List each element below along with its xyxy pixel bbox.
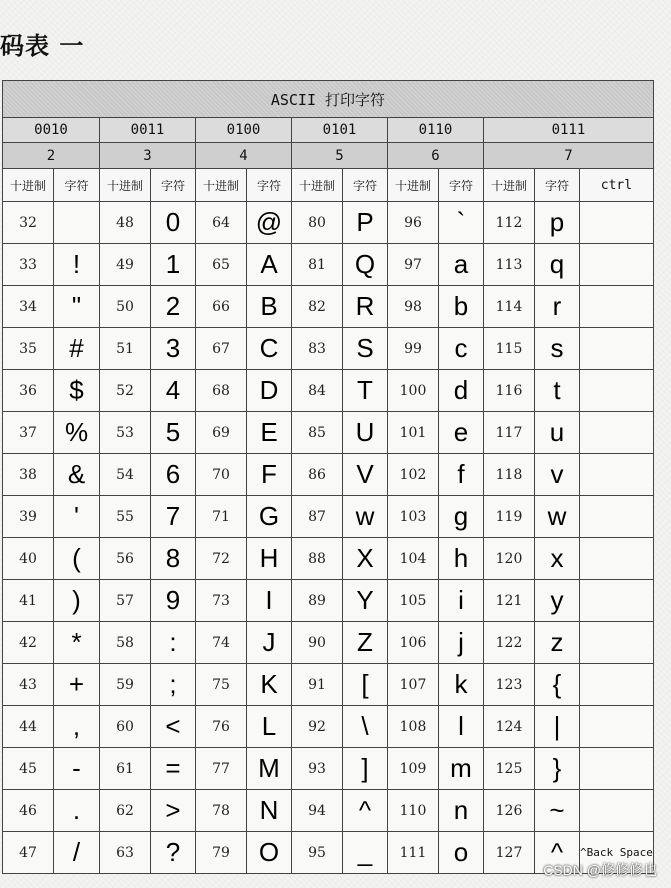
char-cell: y bbox=[535, 580, 580, 622]
decimal-cell: 94 bbox=[292, 790, 343, 832]
char-cell: e bbox=[439, 412, 484, 454]
char-cell: / bbox=[54, 832, 100, 874]
group-hex: 6 bbox=[388, 143, 484, 169]
decimal-cell: 108 bbox=[388, 706, 439, 748]
decimal-cell: 64 bbox=[196, 202, 247, 244]
char-cell: I bbox=[247, 580, 292, 622]
column-header-row bbox=[3, 169, 654, 202]
char-cell: A bbox=[247, 244, 292, 286]
decimal-cell: 70 bbox=[196, 454, 247, 496]
char-cell: Y bbox=[343, 580, 388, 622]
table-row bbox=[3, 328, 654, 370]
decimal-cell: 48 bbox=[100, 202, 151, 244]
decimal-cell: 76 bbox=[196, 706, 247, 748]
ctrl-cell bbox=[580, 370, 654, 412]
group-bits: 0110 bbox=[388, 118, 484, 143]
char-cell: ; bbox=[151, 664, 196, 706]
decimal-cell: 73 bbox=[196, 580, 247, 622]
char-cell: 0 bbox=[151, 202, 196, 244]
ctrl-cell bbox=[580, 202, 654, 244]
char-cell: r bbox=[535, 286, 580, 328]
char-cell: > bbox=[151, 790, 196, 832]
decimal-cell: 32 bbox=[3, 202, 54, 244]
char-cell: o bbox=[439, 832, 484, 874]
decimal-header: 十进制 bbox=[484, 169, 535, 202]
char-cell: 7 bbox=[151, 496, 196, 538]
decimal-cell: 47 bbox=[3, 832, 54, 874]
decimal-cell: 77 bbox=[196, 748, 247, 790]
table-row bbox=[3, 202, 654, 244]
char-cell: v bbox=[535, 454, 580, 496]
decimal-cell: 113 bbox=[484, 244, 535, 286]
char-cell: i bbox=[439, 580, 484, 622]
decimal-cell: 61 bbox=[100, 748, 151, 790]
group-hex: 2 bbox=[3, 143, 100, 169]
char-cell: L bbox=[247, 706, 292, 748]
char-cell: U bbox=[343, 412, 388, 454]
group-hex: 3 bbox=[100, 143, 196, 169]
decimal-header: 十进制 bbox=[100, 169, 151, 202]
decimal-cell: 83 bbox=[292, 328, 343, 370]
char-cell: p bbox=[535, 202, 580, 244]
decimal-cell: 119 bbox=[484, 496, 535, 538]
decimal-cell: 127 bbox=[484, 832, 535, 874]
char-cell: % bbox=[54, 412, 100, 454]
ctrl-cell bbox=[580, 538, 654, 580]
table-row bbox=[3, 706, 654, 748]
char-cell: q bbox=[535, 244, 580, 286]
decimal-cell: 39 bbox=[3, 496, 54, 538]
char-cell: $ bbox=[54, 370, 100, 412]
table-row bbox=[3, 454, 654, 496]
group-hex: 5 bbox=[292, 143, 388, 169]
decimal-cell: 104 bbox=[388, 538, 439, 580]
char-cell: w bbox=[535, 496, 580, 538]
ctrl-cell bbox=[580, 454, 654, 496]
decimal-cell: 82 bbox=[292, 286, 343, 328]
decimal-cell: 58 bbox=[100, 622, 151, 664]
char-cell: t bbox=[535, 370, 580, 412]
decimal-cell: 44 bbox=[3, 706, 54, 748]
char-cell: - bbox=[54, 748, 100, 790]
table-row bbox=[3, 622, 654, 664]
group-bits: 0101 bbox=[292, 118, 388, 143]
decimal-cell: 63 bbox=[100, 832, 151, 874]
ctrl-cell bbox=[580, 328, 654, 370]
decimal-cell: 87 bbox=[292, 496, 343, 538]
decimal-cell: 49 bbox=[100, 244, 151, 286]
char-cell: 1 bbox=[151, 244, 196, 286]
ascii-table bbox=[2, 80, 654, 874]
char-cell: < bbox=[151, 706, 196, 748]
char-cell: " bbox=[54, 286, 100, 328]
char-cell: S bbox=[343, 328, 388, 370]
char-cell: N bbox=[247, 790, 292, 832]
table-row bbox=[3, 496, 654, 538]
decimal-cell: 121 bbox=[484, 580, 535, 622]
decimal-cell: 124 bbox=[484, 706, 535, 748]
char-cell: [ bbox=[343, 664, 388, 706]
page-heading: 码表 一 bbox=[0, 32, 85, 60]
decimal-cell: 102 bbox=[388, 454, 439, 496]
decimal-cell: 120 bbox=[484, 538, 535, 580]
ctrl-cell bbox=[580, 622, 654, 664]
decimal-cell: 55 bbox=[100, 496, 151, 538]
char-cell: @ bbox=[247, 202, 292, 244]
char-cell: Z bbox=[343, 622, 388, 664]
char-cell: \ bbox=[343, 706, 388, 748]
char-cell: } bbox=[535, 748, 580, 790]
decimal-cell: 107 bbox=[388, 664, 439, 706]
decimal-cell: 110 bbox=[388, 790, 439, 832]
hex-row bbox=[3, 143, 654, 169]
decimal-cell: 59 bbox=[100, 664, 151, 706]
char-header: 字符 bbox=[439, 169, 484, 202]
char-cell: h bbox=[439, 538, 484, 580]
char-cell: D bbox=[247, 370, 292, 412]
char-cell: ` bbox=[439, 202, 484, 244]
decimal-cell: 46 bbox=[3, 790, 54, 832]
decimal-cell: 109 bbox=[388, 748, 439, 790]
decimal-cell: 74 bbox=[196, 622, 247, 664]
char-cell: d bbox=[439, 370, 484, 412]
decimal-cell: 50 bbox=[100, 286, 151, 328]
decimal-cell: 106 bbox=[388, 622, 439, 664]
ctrl-cell bbox=[580, 286, 654, 328]
char-cell: _ bbox=[343, 832, 388, 874]
decimal-cell: 101 bbox=[388, 412, 439, 454]
ctrl-cell bbox=[580, 580, 654, 622]
decimal-cell: 67 bbox=[196, 328, 247, 370]
decimal-header: 十进制 bbox=[3, 169, 54, 202]
char-cell: C bbox=[247, 328, 292, 370]
char-cell: F bbox=[247, 454, 292, 496]
char-cell: . bbox=[54, 790, 100, 832]
watermark: CSDN @修修修也 bbox=[543, 862, 657, 878]
decimal-cell: 38 bbox=[3, 454, 54, 496]
char-cell: f bbox=[439, 454, 484, 496]
decimal-cell: 118 bbox=[484, 454, 535, 496]
decimal-cell: 45 bbox=[3, 748, 54, 790]
decimal-cell: 99 bbox=[388, 328, 439, 370]
char-cell: ~ bbox=[535, 790, 580, 832]
char-cell: 6 bbox=[151, 454, 196, 496]
group-bits: 0111 bbox=[484, 118, 654, 143]
decimal-cell: 115 bbox=[484, 328, 535, 370]
char-cell: : bbox=[151, 622, 196, 664]
decimal-cell: 92 bbox=[292, 706, 343, 748]
char-cell: M bbox=[247, 748, 292, 790]
char-cell: ( bbox=[54, 538, 100, 580]
ctrl-cell bbox=[580, 790, 654, 832]
decimal-cell: 66 bbox=[196, 286, 247, 328]
char-cell: H bbox=[247, 538, 292, 580]
decimal-cell: 75 bbox=[196, 664, 247, 706]
decimal-cell: 98 bbox=[388, 286, 439, 328]
decimal-cell: 62 bbox=[100, 790, 151, 832]
table-row bbox=[3, 790, 654, 832]
decimal-cell: 105 bbox=[388, 580, 439, 622]
decimal-cell: 84 bbox=[292, 370, 343, 412]
decimal-cell: 91 bbox=[292, 664, 343, 706]
decimal-cell: 122 bbox=[484, 622, 535, 664]
decimal-cell: 111 bbox=[388, 832, 439, 874]
char-cell: V bbox=[343, 454, 388, 496]
decimal-cell: 53 bbox=[100, 412, 151, 454]
char-cell: w bbox=[343, 496, 388, 538]
char-cell: g bbox=[439, 496, 484, 538]
decimal-cell: 43 bbox=[3, 664, 54, 706]
char-cell: j bbox=[439, 622, 484, 664]
decimal-cell: 65 bbox=[196, 244, 247, 286]
char-cell: # bbox=[54, 328, 100, 370]
char-cell: , bbox=[54, 706, 100, 748]
char-cell: ^ bbox=[343, 790, 388, 832]
bits-row bbox=[3, 118, 654, 143]
char-cell: * bbox=[54, 622, 100, 664]
decimal-header: 十进制 bbox=[388, 169, 439, 202]
decimal-cell: 36 bbox=[3, 370, 54, 412]
char-cell: X bbox=[343, 538, 388, 580]
table-row bbox=[3, 412, 654, 454]
char-cell bbox=[54, 202, 100, 244]
char-cell: R bbox=[343, 286, 388, 328]
char-cell: ^ bbox=[535, 832, 580, 874]
table-row bbox=[3, 244, 654, 286]
char-cell: + bbox=[54, 664, 100, 706]
group-hex: 4 bbox=[196, 143, 292, 169]
char-header: 字符 bbox=[151, 169, 196, 202]
char-cell: O bbox=[247, 832, 292, 874]
decimal-cell: 78 bbox=[196, 790, 247, 832]
decimal-cell: 52 bbox=[100, 370, 151, 412]
decimal-cell: 37 bbox=[3, 412, 54, 454]
decimal-cell: 51 bbox=[100, 328, 151, 370]
decimal-cell: 89 bbox=[292, 580, 343, 622]
table-title: ASCII 打印字符 bbox=[3, 81, 654, 118]
char-header: 字符 bbox=[247, 169, 292, 202]
char-header: 字符 bbox=[343, 169, 388, 202]
char-cell: b bbox=[439, 286, 484, 328]
char-cell: E bbox=[247, 412, 292, 454]
char-cell: s bbox=[535, 328, 580, 370]
decimal-header: 十进制 bbox=[292, 169, 343, 202]
char-cell: ) bbox=[54, 580, 100, 622]
char-cell: G bbox=[247, 496, 292, 538]
decimal-cell: 85 bbox=[292, 412, 343, 454]
decimal-cell: 79 bbox=[196, 832, 247, 874]
group-bits: 0011 bbox=[100, 118, 196, 143]
group-bits: 0100 bbox=[196, 118, 292, 143]
decimal-cell: 116 bbox=[484, 370, 535, 412]
char-header: 字符 bbox=[54, 169, 100, 202]
table-row bbox=[3, 538, 654, 580]
char-cell: l bbox=[439, 706, 484, 748]
char-cell: z bbox=[535, 622, 580, 664]
ctrl-header: ctrl bbox=[580, 169, 654, 202]
char-cell: a bbox=[439, 244, 484, 286]
char-cell: n bbox=[439, 790, 484, 832]
table-row bbox=[3, 286, 654, 328]
char-cell: 2 bbox=[151, 286, 196, 328]
char-cell: 5 bbox=[151, 412, 196, 454]
decimal-cell: 60 bbox=[100, 706, 151, 748]
table-row bbox=[3, 580, 654, 622]
decimal-cell: 41 bbox=[3, 580, 54, 622]
table-row bbox=[3, 664, 654, 706]
char-cell: c bbox=[439, 328, 484, 370]
decimal-cell: 57 bbox=[100, 580, 151, 622]
decimal-cell: 68 bbox=[196, 370, 247, 412]
decimal-cell: 69 bbox=[196, 412, 247, 454]
ctrl-cell bbox=[580, 664, 654, 706]
decimal-cell: 71 bbox=[196, 496, 247, 538]
char-cell: ! bbox=[54, 244, 100, 286]
char-cell: & bbox=[54, 454, 100, 496]
decimal-cell: 114 bbox=[484, 286, 535, 328]
ctrl-cell bbox=[580, 496, 654, 538]
decimal-cell: 40 bbox=[3, 538, 54, 580]
char-header: 字符 bbox=[535, 169, 580, 202]
char-cell: = bbox=[151, 748, 196, 790]
char-cell: { bbox=[535, 664, 580, 706]
decimal-cell: 54 bbox=[100, 454, 151, 496]
decimal-cell: 126 bbox=[484, 790, 535, 832]
decimal-cell: 112 bbox=[484, 202, 535, 244]
char-cell: ] bbox=[343, 748, 388, 790]
char-cell: 3 bbox=[151, 328, 196, 370]
decimal-cell: 103 bbox=[388, 496, 439, 538]
decimal-cell: 81 bbox=[292, 244, 343, 286]
char-cell: ? bbox=[151, 832, 196, 874]
char-cell: T bbox=[343, 370, 388, 412]
ctrl-cell bbox=[580, 412, 654, 454]
char-cell: ' bbox=[54, 496, 100, 538]
decimal-cell: 35 bbox=[3, 328, 54, 370]
group-bits: 0010 bbox=[3, 118, 100, 143]
decimal-cell: 96 bbox=[388, 202, 439, 244]
char-cell: J bbox=[247, 622, 292, 664]
char-cell: B bbox=[247, 286, 292, 328]
decimal-cell: 42 bbox=[3, 622, 54, 664]
decimal-cell: 125 bbox=[484, 748, 535, 790]
decimal-cell: 88 bbox=[292, 538, 343, 580]
decimal-cell: 117 bbox=[484, 412, 535, 454]
table-row bbox=[3, 370, 654, 412]
char-cell: m bbox=[439, 748, 484, 790]
decimal-cell: 86 bbox=[292, 454, 343, 496]
char-cell: 4 bbox=[151, 370, 196, 412]
table-row bbox=[3, 748, 654, 790]
table-title-row bbox=[3, 81, 654, 118]
ctrl-cell: ^Back Space bbox=[580, 832, 654, 874]
decimal-cell: 56 bbox=[100, 538, 151, 580]
char-cell: 9 bbox=[151, 580, 196, 622]
decimal-cell: 123 bbox=[484, 664, 535, 706]
group-hex: 7 bbox=[484, 143, 654, 169]
char-cell: K bbox=[247, 664, 292, 706]
decimal-cell: 33 bbox=[3, 244, 54, 286]
char-cell: Q bbox=[343, 244, 388, 286]
char-cell: 8 bbox=[151, 538, 196, 580]
decimal-cell: 95 bbox=[292, 832, 343, 874]
ctrl-cell bbox=[580, 706, 654, 748]
char-cell: k bbox=[439, 664, 484, 706]
decimal-cell: 80 bbox=[292, 202, 343, 244]
decimal-cell: 97 bbox=[388, 244, 439, 286]
decimal-cell: 72 bbox=[196, 538, 247, 580]
char-cell: u bbox=[535, 412, 580, 454]
decimal-cell: 93 bbox=[292, 748, 343, 790]
ctrl-cell bbox=[580, 244, 654, 286]
char-cell: x bbox=[535, 538, 580, 580]
decimal-header: 十进制 bbox=[196, 169, 247, 202]
char-cell: | bbox=[535, 706, 580, 748]
ctrl-cell bbox=[580, 748, 654, 790]
decimal-cell: 34 bbox=[3, 286, 54, 328]
decimal-cell: 100 bbox=[388, 370, 439, 412]
decimal-cell: 90 bbox=[292, 622, 343, 664]
char-cell: P bbox=[343, 202, 388, 244]
